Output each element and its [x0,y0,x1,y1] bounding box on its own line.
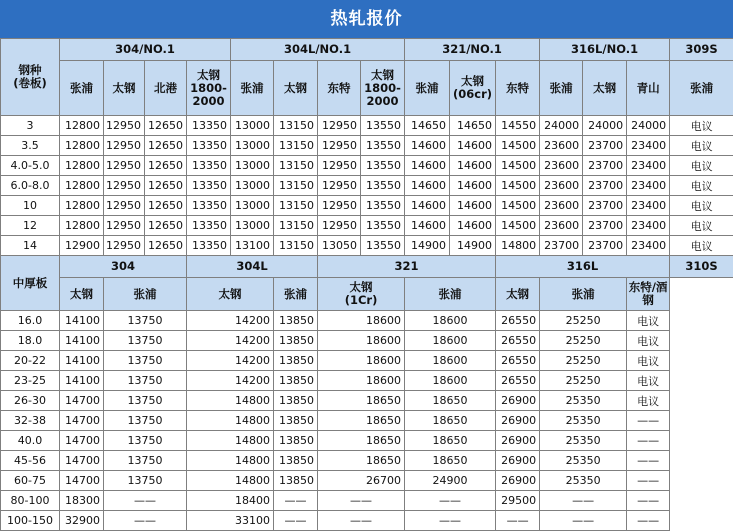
price-cell: 25350 [540,431,627,451]
price-cell: 26900 [496,391,540,411]
price-cell: 14200 [187,351,274,371]
price-cell: 25350 [540,391,627,411]
price-cell: 33100 [187,511,274,531]
price-cell: 12950 [104,156,145,176]
spec-cell: 6.0-8.0 [1,176,60,196]
price-cell: 14600 [450,156,496,176]
plate-table-row [1,331,733,351]
price-cell: 13850 [274,391,318,411]
price-cell: 13750 [104,471,187,491]
price-cell: —— [627,411,670,431]
coil-group-header: 304L/NO.1 [231,39,405,61]
price-cell: 14600 [450,196,496,216]
price-cell: 14600 [405,156,450,176]
price-cell: 25250 [540,351,627,371]
price-cell: 23400 [627,156,670,176]
coil-sub-header: 太钢 1800- 2000 [187,61,231,116]
plate-sub-header: 张浦 [540,278,627,311]
price-cell: 12650 [145,116,187,136]
price-cell: 13750 [104,431,187,451]
price-cell: 18650 [405,391,496,411]
coil-sub-header: 太钢 1800- 2000 [361,61,405,116]
price-cell: 13350 [187,196,231,216]
price-cell: 26900 [496,431,540,451]
spec-cell: 16.0 [1,311,60,331]
price-cell: 13000 [231,156,274,176]
price-cell: 12950 [104,196,145,216]
spec-cell: 3 [1,116,60,136]
price-cell: 13550 [361,236,405,256]
spec-cell: 3.5 [1,136,60,156]
price-cell: 18400 [187,491,274,511]
price-cell: 18650 [318,451,405,471]
plate-table-row [1,451,733,471]
price-cell: 14500 [496,216,540,236]
price-cell: 23700 [540,236,583,256]
coil-table-row [1,156,733,176]
price-cell: 26550 [496,331,540,351]
coil-sub-header: 东特 [318,61,361,116]
price-cell: 13150 [274,216,318,236]
price-cell: 12950 [318,196,361,216]
price-cell: 13150 [274,136,318,156]
plate-table-row [1,471,733,491]
price-cell: 12650 [145,156,187,176]
price-cell: 29500 [496,491,540,511]
price-cell: 13850 [274,471,318,491]
plate-group-header: 310S [670,256,733,278]
plate-group-header: 316L [496,256,670,278]
price-cell: 13550 [361,176,405,196]
spec-cell: 18.0 [1,331,60,351]
price-cell: 12950 [318,216,361,236]
coil-table-row [1,116,733,136]
price-cell: —— [540,491,627,511]
price-cell: 14700 [60,431,104,451]
price-cell: 24000 [540,116,583,136]
coil-sub-header: 张浦 [405,61,450,116]
price-cell: 14900 [405,236,450,256]
price-cell: 25250 [540,371,627,391]
price-cell: 13150 [274,176,318,196]
coil-sub-header: 张浦 [670,61,733,116]
price-cell: —— [318,491,405,511]
coil-group-header: 321/NO.1 [405,39,540,61]
plate-table-row [1,431,733,451]
price-cell: 12800 [60,216,104,236]
price-cell: 18600 [318,311,405,331]
coil-sub-header: 太钢 [104,61,145,116]
price-cell: 13000 [231,116,274,136]
price-cell: 13150 [274,236,318,256]
price-cell: 25250 [540,311,627,331]
price-cell: 18650 [318,411,405,431]
price-cell: 14100 [60,371,104,391]
price-cell: 13850 [274,331,318,351]
price-cell: —— [405,511,496,531]
price-cell: —— [496,511,540,531]
price-cell: 电议 [627,391,670,411]
price-cell: 13150 [274,156,318,176]
price-cell: 电议 [670,116,733,136]
price-cell: 12800 [60,196,104,216]
plate-table-row [1,511,733,531]
coil-sub-header: 东特 [496,61,540,116]
price-cell: 14600 [405,176,450,196]
price-cell: 14200 [187,331,274,351]
price-cell: 26900 [496,411,540,431]
plate-sub-header: 太钢 (1Cr) [318,278,405,311]
coil-sub-header: 太钢 (06cr) [450,61,496,116]
spec-cell: 14 [1,236,60,256]
plate-group-header: 304 [60,256,187,278]
price-cell: 14700 [60,471,104,491]
price-cell: 32900 [60,511,104,531]
price-cell: 13350 [187,216,231,236]
price-cell: 18600 [405,371,496,391]
coil-sub-header: 太钢 [583,61,627,116]
price-cell: 26550 [496,371,540,391]
price-cell: 13000 [231,176,274,196]
coil-sub-header: 张浦 [231,61,274,116]
price-cell: 14200 [187,311,274,331]
price-cell: 23600 [540,216,583,236]
price-cell: 14800 [187,411,274,431]
price-cell: 12950 [104,176,145,196]
price-cell: —— [627,471,670,491]
coil-group-header: 309S [670,39,733,61]
price-cell: 14100 [60,311,104,331]
price-cell: 电议 [670,136,733,156]
price-cell: 14800 [187,451,274,471]
price-cell: 13150 [274,196,318,216]
price-cell: 13750 [104,451,187,471]
price-cell: 14700 [60,451,104,471]
plate-sub-header: 东特/酒钢 [627,278,670,311]
plate-group-header: 304L [187,256,318,278]
price-cell: 13350 [187,236,231,256]
price-cell: 13750 [104,331,187,351]
price-cell: —— [318,511,405,531]
price-cell: 12650 [145,196,187,216]
price-cell: 13850 [274,431,318,451]
plate-corner-header: 中厚板 [1,256,60,311]
price-cell: 14800 [187,431,274,451]
price-cell: 24000 [627,116,670,136]
price-cell: 12950 [318,116,361,136]
price-cell: 18600 [405,331,496,351]
price-cell: 23400 [627,196,670,216]
price-cell: —— [627,451,670,471]
price-cell: 26900 [496,471,540,491]
price-cell: 14600 [450,136,496,156]
price-cell: 13550 [361,116,405,136]
price-cell: 14600 [450,176,496,196]
price-cell: 18600 [405,311,496,331]
price-cell: —— [627,511,670,531]
price-cell: 13350 [187,136,231,156]
price-cell: 14500 [496,176,540,196]
spec-cell: 32-38 [1,411,60,431]
price-cell: 12650 [145,176,187,196]
price-cell: 25250 [540,331,627,351]
price-cell: 26700 [318,471,405,491]
price-cell: —— [627,431,670,451]
price-cell: 26550 [496,311,540,331]
price-cell: 12650 [145,216,187,236]
price-cell: 23700 [583,176,627,196]
plate-sub-header: 太钢 [60,278,104,311]
coil-table-row [1,176,733,196]
price-cell: 25350 [540,411,627,431]
price-cell: 23400 [627,136,670,156]
coil-sub-header: 北港 [145,61,187,116]
price-cell: —— [274,511,318,531]
price-cell: 18650 [318,391,405,411]
price-cell: 12800 [60,136,104,156]
price-cell: 12950 [318,156,361,176]
price-cell: 14200 [187,371,274,391]
price-cell: 14500 [496,196,540,216]
plate-group-header: 321 [318,256,496,278]
coil-corner-header: 钢种 (卷板) [1,39,60,116]
price-cell: 13550 [361,196,405,216]
price-cell: 12950 [104,216,145,236]
price-cell: 13750 [104,311,187,331]
plate-sub-header: 太钢 [187,278,274,311]
price-cell: 14700 [60,411,104,431]
price-cell: 14650 [450,116,496,136]
price-cell: —— [405,491,496,511]
price-cell: 14800 [187,471,274,491]
price-cell: 23700 [583,216,627,236]
price-cell: 13750 [104,371,187,391]
price-cell: 14650 [405,116,450,136]
coil-table-row [1,216,733,236]
price-cell: 13750 [104,391,187,411]
price-cell: 电议 [627,371,670,391]
coil-table-row [1,136,733,156]
price-cell: 电议 [627,311,670,331]
spec-cell: 23-25 [1,371,60,391]
price-cell: 14500 [496,156,540,176]
coil-sub-header: 张浦 [540,61,583,116]
price-cell: 12950 [104,136,145,156]
price-cell: 13850 [274,451,318,471]
price-cell: 26550 [496,351,540,371]
price-cell: 23700 [583,136,627,156]
price-cell: 25350 [540,451,627,471]
price-cell: 13000 [231,216,274,236]
plate-sub-header: 太钢 [496,278,540,311]
plate-table-row [1,491,733,511]
price-cell: 23600 [540,156,583,176]
spec-cell: 4.0-5.0 [1,156,60,176]
plate-sub-header: 张浦 [274,278,318,311]
spec-cell: 100-150 [1,511,60,531]
price-cell: 14900 [450,236,496,256]
price-cell: 18650 [405,411,496,431]
price-cell: 18300 [60,491,104,511]
price-cell: 13050 [318,236,361,256]
spec-cell: 40.0 [1,431,60,451]
price-cell: 23700 [583,236,627,256]
price-cell: 14100 [60,331,104,351]
price-cell: 13150 [274,116,318,136]
price-cell: 14550 [496,116,540,136]
price-cell: 23400 [627,216,670,236]
price-cell: 23600 [540,176,583,196]
price-cell: 13100 [231,236,274,256]
price-cell: 24000 [583,116,627,136]
price-cell: 14500 [496,136,540,156]
price-cell: 14600 [450,216,496,236]
price-cell: 电议 [670,216,733,236]
price-cell: 电议 [670,236,733,256]
coil-table-row [1,196,733,216]
price-cell: 12650 [145,236,187,256]
price-cell: 18600 [318,331,405,351]
price-cell: 26900 [496,451,540,471]
price-cell: 23400 [627,176,670,196]
plate-table-row [1,371,733,391]
plate-sub-header: 张浦 [405,278,496,311]
price-cell: 13850 [274,371,318,391]
spec-cell: 20-22 [1,351,60,371]
plate-table-row [1,311,733,331]
coil-sub-header: 张浦 [60,61,104,116]
price-cell: 13750 [104,351,187,371]
price-cell: 13000 [231,136,274,156]
price-cell: 14600 [405,136,450,156]
price-cell: 12950 [104,236,145,256]
price-cell: 14600 [405,216,450,236]
coil-group-header: 316L/NO.1 [540,39,670,61]
price-cell: 13350 [187,176,231,196]
price-cell: 13850 [274,411,318,431]
plate-sub-header: 张浦 [104,278,187,311]
sheet-title: 热轧报价 [0,0,733,38]
price-cell: 14700 [60,391,104,411]
coil-table-row [1,236,733,256]
price-cell: 23700 [583,196,627,216]
price-cell: 12900 [60,236,104,256]
price-cell: 14800 [187,391,274,411]
spec-cell: 12 [1,216,60,236]
price-cell: 12950 [318,176,361,196]
price-cell: 13350 [187,156,231,176]
spec-cell: 26-30 [1,391,60,411]
price-table [0,38,733,531]
price-cell: 电议 [670,156,733,176]
price-cell: 18600 [405,351,496,371]
price-cell: 12800 [60,116,104,136]
price-cell: 18650 [318,431,405,451]
price-cell: 18600 [318,351,405,371]
price-cell: 12800 [60,176,104,196]
spec-cell: 45-56 [1,451,60,471]
price-cell: 12650 [145,136,187,156]
price-cell: 18650 [405,451,496,471]
price-cell: 13850 [274,351,318,371]
plate-table-row [1,411,733,431]
spec-cell: 80-100 [1,491,60,511]
price-cell: 18600 [318,371,405,391]
price-cell: 12800 [60,156,104,176]
coil-group-header: 304/NO.1 [60,39,231,61]
price-cell: 13550 [361,216,405,236]
price-cell: 12950 [104,116,145,136]
coil-sub-header: 青山 [627,61,670,116]
coil-sub-header: 太钢 [274,61,318,116]
price-cell: 14600 [405,196,450,216]
plate-table-row [1,391,733,411]
price-cell: 14800 [496,236,540,256]
spec-cell: 10 [1,196,60,216]
price-cell: 23400 [627,236,670,256]
price-cell: —— [274,491,318,511]
price-cell: 13850 [274,311,318,331]
price-cell: —— [540,511,627,531]
price-cell: —— [627,491,670,511]
price-cell: 13550 [361,156,405,176]
price-cell: 18650 [405,431,496,451]
price-cell: 23600 [540,196,583,216]
price-cell: 23700 [583,156,627,176]
price-cell: 12950 [318,136,361,156]
price-cell: —— [104,491,187,511]
price-cell: 13000 [231,196,274,216]
price-cell: 电议 [627,331,670,351]
price-cell: 电议 [670,196,733,216]
price-cell: 13750 [104,411,187,431]
price-cell: 25350 [540,471,627,491]
price-cell: 24900 [405,471,496,491]
price-cell: 电议 [627,351,670,371]
price-cell: 14100 [60,351,104,371]
price-cell: 13550 [361,136,405,156]
price-cell: 电议 [670,176,733,196]
plate-table-row [1,351,733,371]
price-cell: 13350 [187,116,231,136]
price-cell: —— [104,511,187,531]
price-cell: 23600 [540,136,583,156]
spec-cell: 60-75 [1,471,60,491]
